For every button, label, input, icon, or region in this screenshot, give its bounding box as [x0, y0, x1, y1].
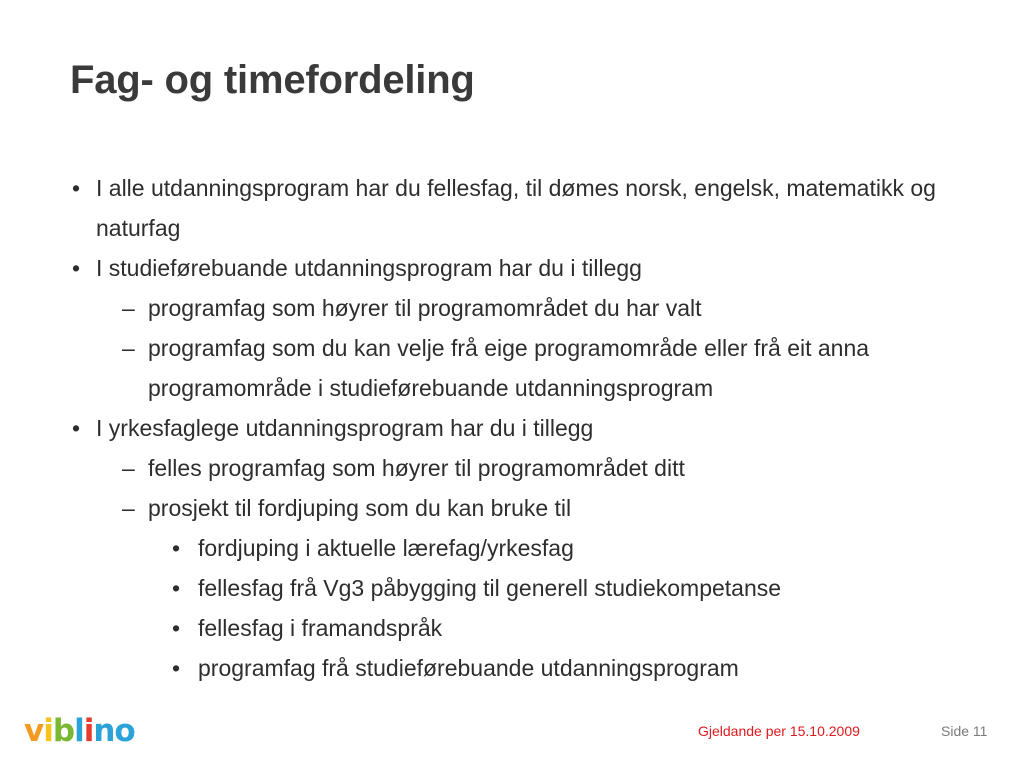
- svg-text:viblino: [24, 713, 135, 749]
- bullet-marker: •: [72, 255, 81, 281]
- bullet-text: programfag som høyrer til programområdet du har valt: [148, 295, 702, 321]
- dash-marker: –: [122, 455, 135, 481]
- bullet-item: [70, 168, 990, 248]
- bullet-list: [70, 168, 990, 688]
- sub-bullet-item: [122, 488, 990, 528]
- footer-page-number: Side 11: [941, 723, 988, 739]
- sub-bullet-item: [122, 448, 990, 488]
- sub-sub-bullet-item: [170, 648, 990, 688]
- bullet-text: I yrkesfaglege utdanningsprogram har du i tillegg: [96, 415, 594, 441]
- logo-letter-v: v: [24, 713, 44, 749]
- bullet-text: fellesfag frå Vg3 påbygging til generell studiekompetanse: [198, 575, 782, 601]
- dash-marker: –: [122, 295, 135, 321]
- bullet-item: [70, 248, 990, 288]
- footer-date: Gjeldande per 15.10.2009: [698, 723, 860, 739]
- bullet-marker: •: [72, 175, 81, 201]
- bullet-text: I alle utdanningsprogram har du fellesfag, til dømes norsk, engelsk, matematikk og naturfag: [96, 175, 936, 241]
- bullet-marker: •: [172, 575, 181, 601]
- logo-letter-o: o: [114, 713, 135, 749]
- dash-marker: –: [122, 495, 135, 521]
- bullet-text: fordjuping i aktuelle lærefag/yrkesfag: [198, 535, 574, 561]
- logo-letter-i: i: [43, 713, 53, 749]
- sub-sub-bullet-item: [170, 608, 990, 648]
- sub-bullet-item: [122, 328, 990, 408]
- bullet-text: programfag som du kan velje frå eige programområde eller frå eit anna programområde i studieførebuande utdanningsprogram: [148, 335, 870, 401]
- bullet-marker: •: [172, 655, 181, 681]
- logo-letter-i2: i: [83, 713, 94, 749]
- sub-sub-bullet-item: [170, 528, 990, 568]
- bullet-text: fellesfag i framandspråk: [198, 615, 443, 641]
- viblino-logo: [24, 708, 140, 752]
- bullet-text: felles programfag som høyrer til programområdet ditt: [148, 455, 685, 481]
- dash-marker: –: [122, 335, 135, 361]
- bullet-marker: •: [172, 535, 181, 561]
- bullet-item: [70, 408, 990, 448]
- bullet-text: I studieførebuande utdanningsprogram har du i tillegg: [96, 255, 642, 281]
- bullet-text: programfag frå studieførebuande utdanningsprogram: [198, 655, 739, 681]
- slide-title: Fag- og timefordeling: [70, 58, 475, 102]
- bullet-text: prosjekt til fordjuping som du kan bruke til: [148, 495, 572, 521]
- bullet-marker: •: [172, 615, 181, 641]
- logo-letter-l: l: [74, 713, 84, 749]
- bullet-marker: •: [72, 415, 81, 441]
- logo-letter-n: n: [93, 713, 115, 749]
- logo-letter-b: b: [52, 713, 75, 749]
- sub-bullet-item: [122, 288, 990, 328]
- sub-sub-bullet-item: [170, 568, 990, 608]
